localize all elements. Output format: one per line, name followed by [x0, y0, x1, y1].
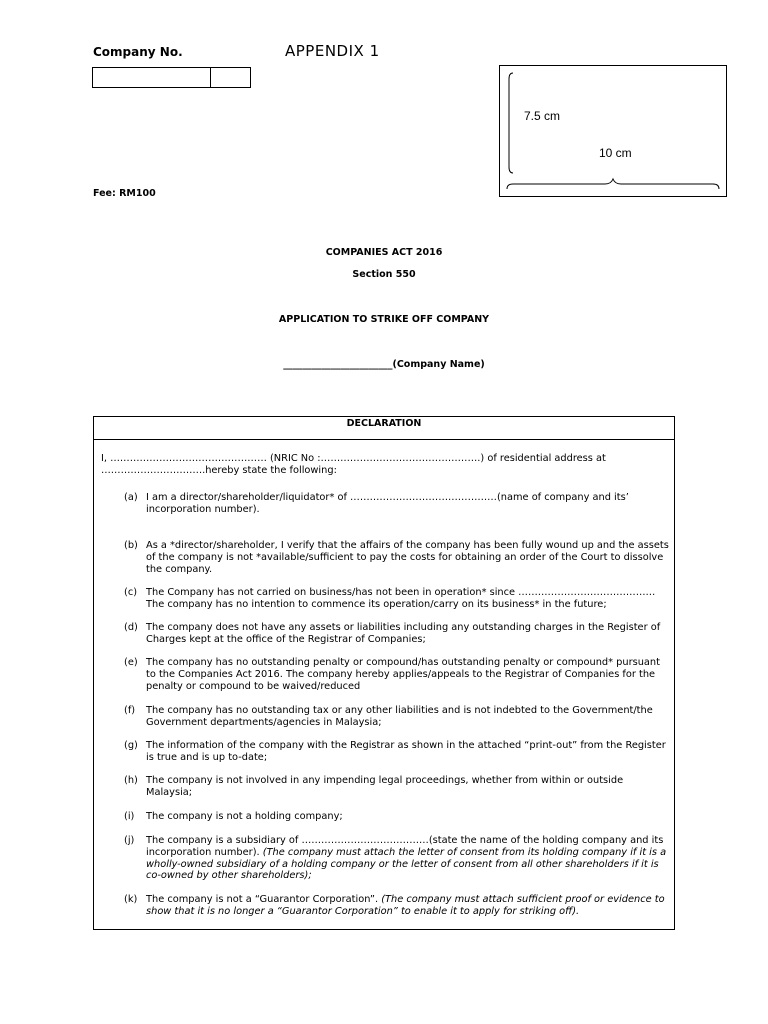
photo-height-label: 7.5 cm — [524, 109, 561, 123]
item-label: (c) — [124, 587, 138, 598]
dimension-brackets — [499, 65, 727, 197]
company-no-label: Company No. — [93, 45, 183, 59]
declaration-title: DECLARATION — [346, 418, 422, 429]
declaration-intro: I, ………………………………………… (NRIC No :………………………………………….) of residential address at …………………………..hereby state the following: — [101, 453, 606, 476]
item-label: (h) — [124, 775, 138, 786]
declaration-header-divider — [93, 439, 675, 440]
height-bracket — [509, 73, 513, 173]
item-text: The company is not involved in any impending legal proceedings, whether from within or outside Malaysia; — [146, 775, 624, 798]
declaration-item-e — [124, 657, 669, 692]
item-text: The company has no outstanding penalty or compound/has outstanding penalty or compound* pursuant to the Companies Act 2016. The company hereby applies/appeals to the Registrar of Companies for the penalty or compound to be waived/reduced — [146, 657, 660, 692]
item-text: The company has no outstanding tax or any other liabilities and is not indebted to the Government/the Government departments/agencies in Malaysia; — [146, 705, 653, 728]
item-label: (g) — [124, 740, 138, 751]
item-text: The Company has not carried on business/has not been in operation* since …………………………………… The company has no intention to commence its operation/carry on its business* in the future; — [146, 587, 656, 610]
item-label: (d) — [124, 622, 138, 633]
item-label: (a) — [124, 492, 138, 503]
item-label: (b) — [124, 540, 138, 551]
item-text: The company is not a holding company; — [146, 811, 343, 822]
item-note: (The company must attach sufficient proof or evidence to show that it is no longer a “Guarantor Corporation” to enable it to apply for striking off). — [146, 894, 665, 917]
declaration-item-g — [124, 740, 669, 764]
item-label: (f) — [124, 705, 136, 716]
declaration-item-f — [124, 705, 669, 729]
photo-width-label: 10 cm — [599, 146, 632, 160]
item-text-container — [146, 835, 669, 882]
item-label: (i) — [124, 811, 135, 822]
item-text: The company is not a “Guarantor Corporation”. — [146, 894, 382, 905]
declaration-item-d — [124, 622, 669, 646]
act-title: COMPANIES ACT 2016 — [325, 247, 443, 258]
declaration-item-i — [124, 811, 669, 823]
item-note: (The company must attach the letter of consent from its holding company if it is a wholly-owned subsidiary of a holding company or the letter of consent from all other shareholders if it is co-owned by other shareholders); — [146, 846, 667, 882]
declaration-item-b — [124, 540, 669, 575]
declaration-item-c — [124, 587, 669, 611]
declaration-item-a — [124, 492, 669, 516]
company-name-line[interactable]: _______________________(Company Name) — [283, 359, 485, 370]
item-label: (j) — [124, 835, 135, 846]
company-no-field-divider — [210, 67, 211, 88]
item-text: As a *director/shareholder, I verify that the affairs of the company has been fully wound up and the assets of the company is not *available/sufficient to pay the costs for obtaining an order of the Court to dissolve the company. — [146, 540, 669, 575]
item-text: I am a director/shareholder/liquidator* of ………………………………………(name of company and its’ incorporation number). — [146, 492, 629, 515]
declaration-item-h — [124, 775, 669, 799]
declaration-item-j — [124, 835, 669, 882]
section-title: Section 550 — [352, 269, 416, 280]
company-no-field[interactable] — [92, 67, 251, 88]
item-text: The company is a subsidiary of …………………………………(state the name of the holding company and its incorporation number). — [146, 835, 664, 858]
width-bracket — [507, 179, 719, 189]
item-text-container — [146, 894, 669, 918]
fee-label: Fee: RM100 — [93, 188, 156, 199]
item-text: The company does not have any assets or liabilities including any outstanding charges in the Register of Charges kept at the office of the Registrar of Companies; — [146, 622, 661, 645]
item-text: The information of the company with the Registrar as shown in the attached “print-out” from the Register is true and is up to-date; — [146, 740, 666, 763]
item-label: (k) — [124, 894, 138, 905]
item-label: (e) — [124, 657, 138, 668]
application-title: APPLICATION TO STRIKE OFF COMPANY — [278, 314, 490, 325]
appendix-title: APPENDIX 1 — [285, 42, 380, 60]
declaration-item-k — [124, 894, 669, 918]
